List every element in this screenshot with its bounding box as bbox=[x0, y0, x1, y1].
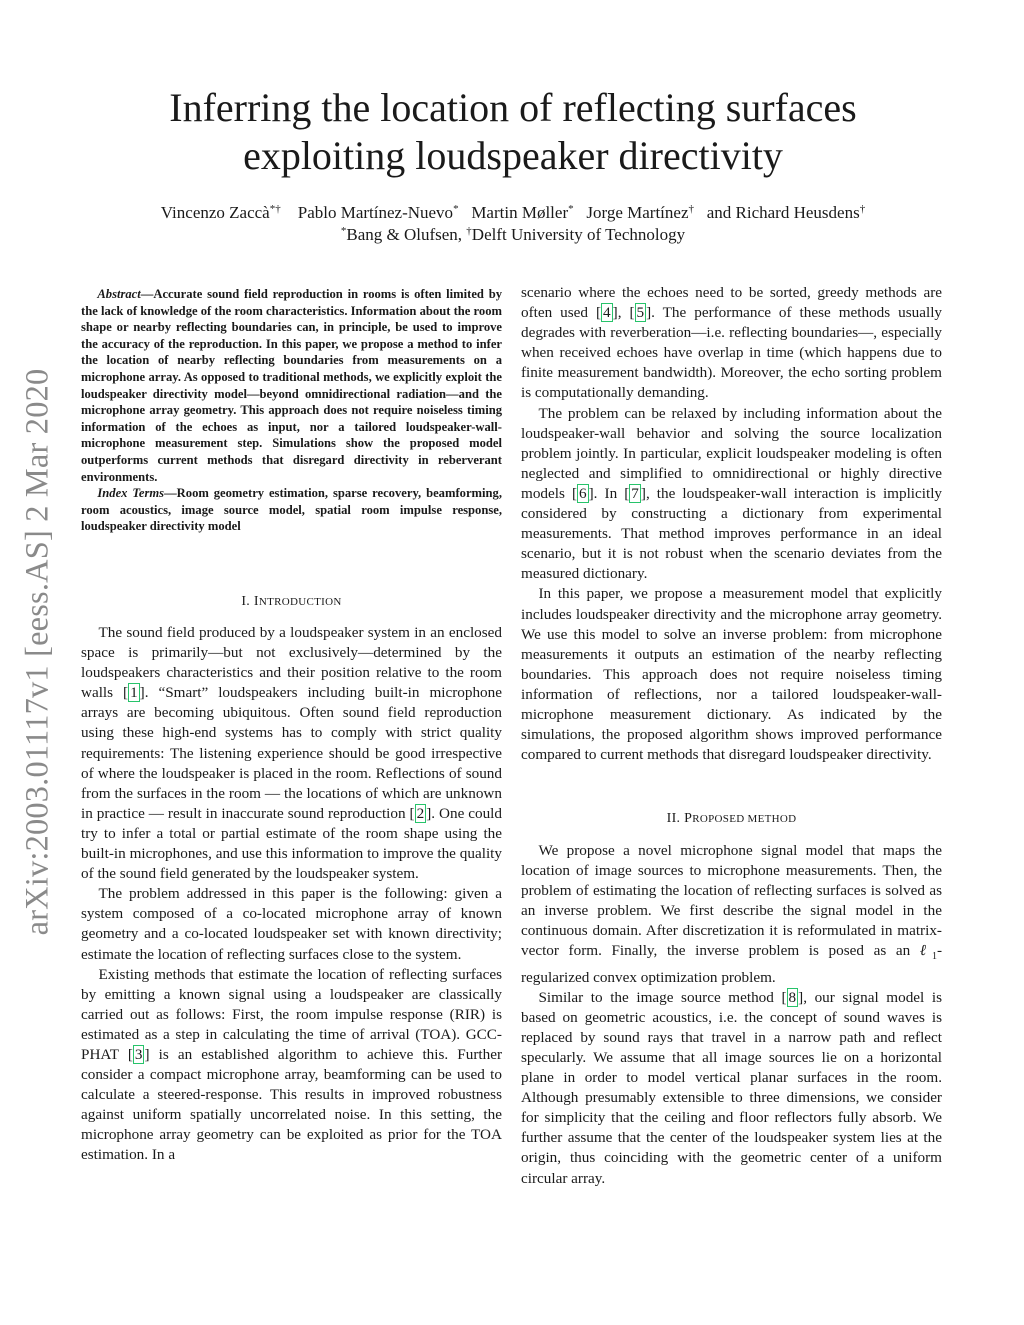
author-conjunction: and bbox=[706, 203, 732, 222]
section-title-rest: NTRODUCTION bbox=[258, 596, 342, 608]
text-run: We propose a novel microphone signal model that maps the location of image sources to microphone measurements. Then, the problem of estimating the location of reflecting surfaces is solved as an inverse problem. We first describe the signal model in the continuous domain. After discretization it is reformulated in matrix-vector form. Finally, the inverse problem is posed as an bbox=[521, 842, 942, 960]
text-run: The problem can be relaxed by including information about the loudspeaker-wall behavior and solving the source localization problem jointly. In particular, explicit loudspeaker modeling is often neglected and simplified to omnidirectional or highly directive models bbox=[521, 404, 942, 502]
text-run: The sound field produced by a loudspeaker system in an enclosed space is primarily—but not exclusively—determined by the loudspeakers characteristics and their position relative to the room walls bbox=[81, 624, 502, 702]
affiliation-name: Bang & Olufsen, bbox=[346, 225, 463, 244]
text-run: . The performance of these methods usually degrades with reverberation—i.e. reflecting boundaries—, especially when received echoes have overlap in time (which happens due to finite measurement bandwidth). Moreover, the echo sorting problem is computationally demanding. bbox=[521, 304, 943, 402]
index-terms-paragraph bbox=[81, 485, 502, 535]
section-heading-proposed-method bbox=[521, 811, 942, 827]
right-column-body bbox=[521, 283, 942, 765]
citation-link[interactable]: 3 bbox=[134, 1045, 143, 1063]
abstract-text: —Accurate sound field reproduction in rooms is often limited by the lack of knowledge of the room characteristics. Information about the room shape or nearby reflecting boundaries can, in principle, be used to improve the accuracy of the reproduction. In this paper, we propose a method to infer the location of nearby reflecting boundaries from measurements on a microphone array. As opposed to traditional methods, we explicitly exploit the loudspeaker directivity model—beyond omnidirectional radiation—and the microphone array geometry. This approach does not require noiseless timing information of the echoes as input, nor a tailored loudspeaker-wall-microphone measurement step. Simulations show the proposed model outperforms current methods that disregard directivity in reberverant environments. bbox=[81, 287, 502, 484]
author-name: Pablo Martínez-Nuevo bbox=[297, 203, 454, 222]
section-title-initial: I bbox=[253, 594, 259, 609]
method-paragraph-2: Similar to the image source method [ 8 ], our signal model is based on geometric acoustics, i.e. the concept of sound waves is replaced by sound rays that travel in a narrow path and reflect specularly. We assume that all image sources lie on a horizontal plane in order to model vertical planar surfaces in the room. Although presumably extensible to three dimensions, we consider for simplicity that the ceiling and floor reflectors fully absorb. We further assume that the center of the loudspeaker system lies at the origin, thus coinciding with the geometric center of a uniform circular array. bbox=[521, 988, 942, 1187]
author-list bbox=[90, 202, 936, 223]
text-run: . “Smart” loudspeakers including built-in microphone arrays are becoming ubiquitous. Often sound field reproduction using these high-end systems has to comply with strict quality requirements: The listening experience should be good irrespective of where the loudspeaker is placed in the room. Reflections of sound from the surfaces in the room — the locations of which are unknown in practice — result in inaccurate sound reproduction bbox=[81, 684, 502, 822]
abstract-paragraph bbox=[81, 286, 502, 485]
text-run: , our signal model is based on geometric acoustics, i.e. the concept of sound waves is replaced by sound rays that travel in a narrow path and reflect specularly. We assume that all image sources lie on a horizontal plane in order to model vertical planar surfaces in the room. Although presumably extensible to three dimensions, we consider for simplicity that the ceiling and floor reflectors fully absorb. We further assume that the center of the loudspeaker system lies at the origin, thus coinciding with the geometric center of a uniform circular array. bbox=[521, 988, 942, 1187]
abstract-label: Abstract bbox=[97, 287, 141, 301]
author-name: Martin Møller bbox=[471, 203, 569, 222]
citation-link[interactable]: 5 bbox=[636, 304, 645, 322]
abstract-block bbox=[81, 286, 502, 535]
section-title-initial: P bbox=[684, 811, 693, 826]
method-paragraph-1 bbox=[521, 841, 942, 988]
intro-paragraph-5: In this paper, we propose a measurement model that explicitly includes loudspeaker directivity and the microphone array geometry. We use this model to solve an inverse problem: from microphone measurements it outputs an estimation of the nearby reflecting boundaries. This approach does not require noiseless timing information of reflections, nor a tailored loudspeaker-wall-microphone measurement dictionary. As indicated by the simulations, the proposed algorithm shows improved performance compared to current methods that disregard loudspeaker directivity. bbox=[521, 585, 942, 764]
text-run: , the loudspeaker-wall interaction is implicitly considered by constructing a dictionary from experimental measurements. That method improves performance in an ideal scenario, but it is not robust when the scenario deviates from the measured dictionary. bbox=[521, 484, 943, 583]
affil-mark: † bbox=[466, 225, 472, 237]
author-name: Richard Heusdens bbox=[735, 203, 860, 222]
intro-paragraph-1: The sound field produced by a loudspeaker system in an enclosed space is primarily—but not exclusively—determined by the loudspeakers characteristics and their position relative to the room walls [ 1 ]. “Smart” loudspeakers including built-in microphone arrays are becoming ubiquitous. Often sound field reproduction using these high-end systems has to comply with strict quality requirements: The listening experience should be good irrespective of where the loudspeaker is placed in the room. Reflections of sound from the surfaces in the room — the locations of which are unknown in practice — result in inaccurate sound reproduction [ 2 ]. One could try to infer a total or partial estimate of the room shape using the built-in microphones, and use this information to improve the quality of the sound field generated by the loudspeaker system. bbox=[81, 624, 503, 883]
affiliations bbox=[90, 224, 936, 245]
text-run: . One could try to infer a total or partial estimate of the room shape using the built-in microphones, and use this information to improve the quality of the sound field generated by the loudspeaker system. bbox=[81, 804, 503, 883]
affil-mark: * bbox=[340, 225, 347, 237]
section-heading-introduction bbox=[81, 594, 502, 610]
author-name: Vincenzo Zaccà bbox=[160, 203, 270, 222]
author-affil-mark: *† bbox=[269, 203, 281, 215]
citation-link[interactable]: 2 bbox=[416, 804, 425, 822]
text-run: -regularized convex optimization problem. bbox=[521, 942, 942, 986]
text-run: Similar to the image source method bbox=[538, 988, 782, 1006]
intro-paragraph-4: The problem can be relaxed by including information about the loudspeaker-wall behavior and solving the source localization problem jointly. In particular, explicit loudspeaker modeling is often neglected and simplified to omnidirectional or highly directive models [ 6 ]. In [ 7 ], the loudspeaker-wall interaction is implicitly considered by constructing a dictionary from experimental measurements. That method improves performance in an ideal scenario, but it is not robust when the scenario deviates from the measured dictionary. bbox=[521, 404, 943, 583]
index-terms-label: Index Terms bbox=[97, 486, 165, 501]
ell-symbol: ℓ bbox=[919, 942, 932, 960]
author-affil-mark: † bbox=[688, 203, 694, 215]
section-title-rest: ROPOSED METHOD bbox=[692, 813, 797, 825]
citation-link[interactable]: 7 bbox=[631, 484, 639, 502]
text-run: is an established algorithm to achieve this. Further consider a compact microphone array, beamforming can be used to calculate a steered-response. This results in improved robustness against uniform spatially uncorrelated noise. In this setting, the microphone array geometry can be exploited as prior for the TOA estimation. In a bbox=[81, 1045, 502, 1164]
text-run: . In bbox=[593, 484, 625, 502]
ell-subscript: 1 bbox=[931, 951, 937, 963]
citation-link[interactable]: 6 bbox=[579, 484, 587, 502]
intro-paragraph-3-continued: scenario where the echoes need to be sorted, greedy methods are often used [ 4 ], [ 5 ]. The performance of these methods usually degrades with reverberation—i.e. reflecting boundaries—, especially when received echoes have overlap in time (which happens due to finite measurement bandwidth). Moreover, the echo sorting problem is computationally demanding. bbox=[521, 284, 943, 402]
author-name: Jorge Martínez bbox=[586, 203, 689, 222]
section-number: II. bbox=[666, 811, 681, 826]
section-number: I. bbox=[241, 594, 251, 609]
author-affil-mark: † bbox=[859, 203, 866, 215]
arxiv-id: arXiv:2003.01117v1 [eess.AS] 2 Mar 2020 bbox=[19, 368, 56, 936]
paper-title: Inferring the location of reflecting surfaces exploiting loudspeaker directivity bbox=[169, 85, 857, 178]
index-terms-text: —Room geometry estimation, sparse recovery, beamforming, room acoustics, image source model, spatial room impulse response, loudspeaker directivity model bbox=[81, 486, 502, 534]
arxiv-sidebar-stamp bbox=[8, 340, 68, 965]
author-affil-mark: * bbox=[453, 203, 459, 215]
citation-link[interactable]: 8 bbox=[788, 988, 797, 1006]
citation-link[interactable]: 4 bbox=[603, 304, 611, 322]
intro-paragraph-2: The problem addressed in this paper is the following: given a system composed of a co-located microphone array of known geometry and a co-located loudspeaker set with known directivity; estimate the location of reflecting surfaces close to the system. bbox=[81, 885, 502, 963]
text-run: scenario where the echoes need to be sorted, greedy methods are often used bbox=[521, 284, 942, 322]
left-column-body bbox=[81, 623, 502, 1166]
method-section-body bbox=[521, 841, 942, 1189]
text-run: Existing methods that estimate the location of reflecting surfaces by emitting a known signal using a loudspeaker are classically carried out as follows: First, the room impulse response (RIR) is estimated as a step in calculating the time of arrival (TOA). GCC-PHAT bbox=[81, 965, 502, 1063]
citation-link[interactable]: 1 bbox=[130, 684, 138, 702]
author-affil-mark: * bbox=[568, 203, 574, 215]
text-run: , bbox=[617, 304, 630, 322]
affiliation-name: Delft University of Technology bbox=[471, 225, 686, 244]
intro-paragraph-3: Existing methods that estimate the location of reflecting surfaces by emitting a known signal using a loudspeaker are classically carried out as follows: First, the room impulse response (RIR) is estimated as a step in calculating the time of arrival (TOA). GCC-PHAT [ 3 ] is an established algorithm to achieve this. Further consider a compact microphone array, beamforming can be used to calculate a steered-response. This results in improved robustness against uniform spatially uncorrelated noise. In this setting, the microphone array geometry can be exploited as prior for the TOA estimation. In a bbox=[81, 965, 502, 1164]
